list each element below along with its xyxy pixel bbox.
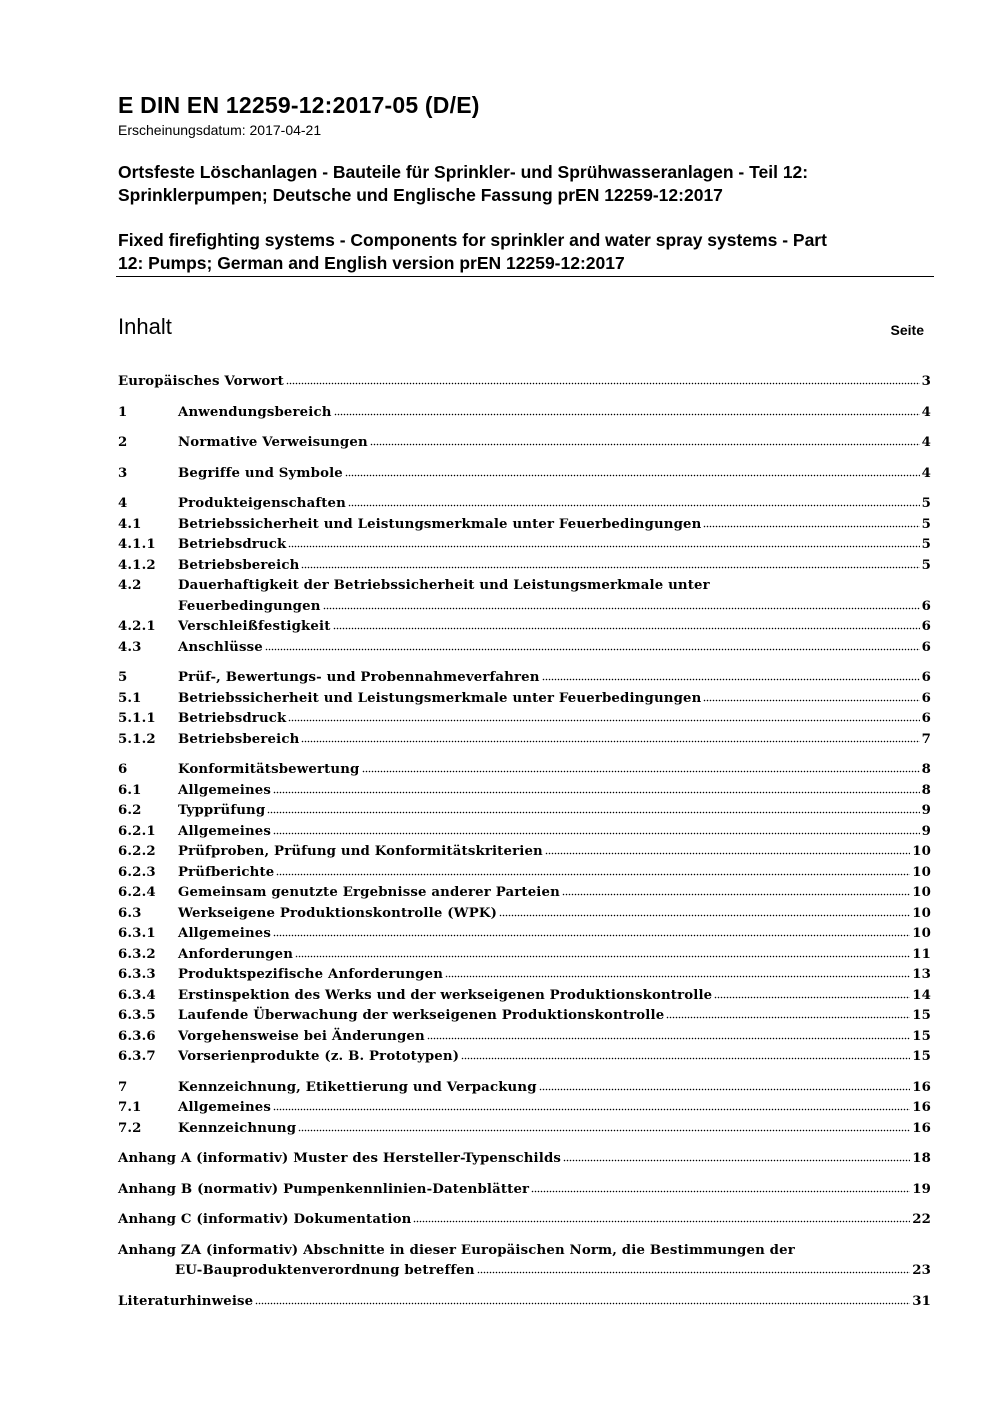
- toc-entry[interactable]: [118, 842, 931, 863]
- toc-entry-title: Anhang B (normativ) Pumpenkennlinien-Datenblätter: [118, 1181, 530, 1197]
- toc-entry[interactable]: [118, 1241, 931, 1262]
- title-english: [118, 229, 938, 275]
- toc-entry-number: 6: [118, 762, 128, 777]
- toc-entry-page: 16: [912, 1120, 931, 1136]
- toc-entry-page: 10: [912, 905, 931, 921]
- table-of-contents: [118, 372, 931, 1312]
- title-german-line1: Ortsfeste Löschanlagen - Bauteile für Sprinkler- und Sprühwasseranlagen - Teil 12:: [118, 162, 809, 182]
- toc-entry-title: Allgemeines: [178, 926, 272, 941]
- toc-leader-dots: [276, 864, 910, 876]
- toc-entry[interactable]: [118, 1006, 931, 1027]
- toc-entry-page: 5: [921, 537, 931, 552]
- toc-entry-title: Europäisches Vorwort: [118, 374, 284, 389]
- toc-entry[interactable]: [118, 668, 931, 689]
- toc-leader-dots: [413, 1211, 910, 1223]
- toc-leader-dots: [539, 1079, 911, 1091]
- toc-heading: Inhalt: [118, 314, 172, 339]
- toc-entry-title: Dauerhaftigkeit der Betriebssicherheit und Leistungsmerkmale unter: [178, 578, 710, 593]
- toc-entry-number: 5.1.1: [118, 711, 156, 726]
- toc-leader-dots: [333, 618, 920, 630]
- toc-entry[interactable]: [118, 494, 931, 515]
- toc-entry-title: Betriebsbereich: [178, 731, 300, 747]
- toc-entry-title: Vorserienprodukte (z. B. Prototypen): [178, 1049, 460, 1064]
- toc-entry-title: Betriebsbereich: [178, 557, 300, 573]
- toc-leader-dots: [370, 434, 920, 446]
- toc-entry-title: Prüfberichte: [178, 864, 275, 880]
- toc-entry-title: Allgemeines: [178, 1100, 272, 1115]
- toc-entry[interactable]: [118, 433, 931, 454]
- toc-entry-page: 10: [912, 844, 931, 859]
- toc-leader-dots: [288, 536, 919, 548]
- title-german: [118, 161, 938, 207]
- toc-entry-continuation[interactable]: [118, 597, 931, 618]
- toc-entry-continuation[interactable]: [118, 1261, 931, 1282]
- toc-entry-page: 4: [921, 465, 931, 481]
- toc-entry-title: Anschlüsse: [178, 639, 263, 655]
- toc-entry-number: 4.1.2: [118, 557, 156, 573]
- toc-entry-title: Laufende Überwachung der werkseigenen Produktionskontrolle: [178, 1008, 665, 1023]
- toc-leader-dots: [286, 373, 920, 385]
- toc-entry-page: 4: [921, 435, 931, 450]
- toc-leader-dots: [666, 1007, 910, 1019]
- toc-leader-dots: [542, 669, 920, 681]
- toc-entry-title: Anwendungsbereich: [178, 404, 332, 420]
- toc-entry-number: 6.2.4: [118, 885, 156, 900]
- toc-entry-page: 16: [912, 1100, 931, 1115]
- toc-entry[interactable]: [118, 709, 931, 730]
- toc-entry-page: 15: [912, 1028, 931, 1044]
- toc-entry-page: 10: [912, 885, 931, 900]
- toc-entry-page: 31: [912, 1293, 931, 1309]
- toc-entry-number: 4.2.1: [118, 619, 156, 634]
- toc-page-label: Seite: [890, 322, 924, 338]
- toc-entry-number: 6.1: [118, 782, 142, 798]
- toc-entry-title: Konformitätsbewertung: [178, 762, 360, 777]
- toc-entry[interactable]: [118, 730, 931, 751]
- toc-entry-title: Betriebsdruck: [178, 711, 287, 726]
- toc-entry-title: Anhang ZA (informativ) Abschnitte in dieser Europäischen Norm, die Bestimmungen der: [118, 1242, 795, 1258]
- toc-entry-title: Allgemeines: [178, 782, 272, 798]
- toc-entry[interactable]: [118, 464, 931, 485]
- toc-entry-page: 5: [921, 516, 931, 532]
- toc-leader-dots: [563, 1150, 910, 1162]
- toc-leader-dots: [714, 987, 910, 999]
- title-divider: [116, 276, 934, 277]
- toc-entry-page: 4: [921, 404, 931, 420]
- toc-entry-number: 6.3.1: [118, 926, 156, 941]
- toc-entry[interactable]: [118, 1098, 931, 1119]
- toc-entry-page: 15: [912, 1049, 931, 1064]
- toc-entry[interactable]: [118, 924, 931, 945]
- toc-leader-dots: [345, 465, 920, 477]
- title-english-line2: 12: Pumps; German and English version prEN 12259-12:2017: [118, 253, 625, 273]
- toc-entry-page: 13: [912, 967, 931, 982]
- toc-entry[interactable]: [118, 863, 931, 884]
- toc-entry-page: 9: [921, 823, 931, 839]
- toc-entry-number: 4.2: [118, 578, 142, 593]
- toc-entry-number: 5.1: [118, 690, 142, 706]
- toc-entry-title: Betriebsdruck: [178, 537, 287, 552]
- toc-entry-title: Gemeinsam genutzte Ergebnisse anderer Parteien: [178, 885, 560, 900]
- toc-entry-number: 4.3: [118, 639, 142, 655]
- toc-leader-dots: [499, 905, 910, 917]
- toc-entry-number: 6.3.2: [118, 946, 156, 962]
- toc-entry-number: 6.3.3: [118, 967, 156, 982]
- toc-entry-title: Kennzeichnung: [178, 1120, 297, 1136]
- toc-entry-title: Prüfproben, Prüfung und Konformitätskriterien: [178, 844, 543, 859]
- toc-entry-title: Anhang C (informativ) Dokumentation: [118, 1212, 412, 1227]
- toc-entry-title: Normative Verweisungen: [178, 435, 368, 450]
- toc-entry[interactable]: [118, 1149, 931, 1170]
- toc-entry[interactable]: [118, 689, 931, 710]
- toc-entry-page: 8: [921, 762, 931, 777]
- title-german-line2: Sprinklerpumpen; Deutsche und Englische Fassung prEN 12259-12:2017: [118, 185, 723, 205]
- toc-entry[interactable]: [118, 1047, 931, 1068]
- toc-entry-number: 5: [118, 670, 128, 685]
- toc-entry-title: Produktspezifische Anforderungen: [178, 967, 444, 982]
- toc-entry-page: 5: [921, 496, 931, 511]
- toc-entry[interactable]: [118, 1119, 931, 1140]
- toc-entry-page: 18: [912, 1151, 931, 1166]
- toc-entry-page: 16: [912, 1079, 931, 1095]
- toc-entry[interactable]: [118, 617, 931, 638]
- toc-entry-number: 6.2.2: [118, 844, 156, 859]
- toc-entry-page: 11: [912, 946, 931, 962]
- toc-leader-dots: [531, 1181, 910, 1193]
- toc-entry-title: Literaturhinweise: [118, 1293, 254, 1309]
- toc-entry-page: 6: [921, 598, 931, 614]
- toc-entry-page: 22: [912, 1212, 931, 1227]
- toc-entry-number: 6.2.3: [118, 864, 156, 880]
- toc-entry-number: 6.3: [118, 905, 142, 921]
- toc-entry-page: 15: [912, 1008, 931, 1023]
- toc-leader-dots: [298, 1120, 910, 1132]
- toc-entry-number: 7.2: [118, 1120, 142, 1136]
- toc-entry[interactable]: [118, 801, 931, 822]
- toc-entry-page: 10: [912, 926, 931, 941]
- toc-entry[interactable]: [118, 556, 931, 577]
- toc-entry-page: 5: [921, 557, 931, 573]
- toc-leader-dots: [427, 1028, 910, 1040]
- toc-entry[interactable]: [118, 760, 931, 781]
- toc-entry-title: Produkteigenschaften: [178, 496, 346, 511]
- toc-leader-dots: [301, 557, 919, 569]
- toc-entry-number: 6.3.5: [118, 1008, 156, 1023]
- toc-entry-number: 7: [118, 1079, 128, 1095]
- toc-leader-dots: [348, 495, 920, 507]
- toc-entry-number: 5.1.2: [118, 731, 156, 747]
- toc-entry-number: 3: [118, 465, 128, 481]
- toc-entry-number: 6.2: [118, 803, 142, 818]
- toc-entry-title: Werkseigene Produktionskontrolle (WPK): [178, 905, 498, 921]
- toc-entry-title: Betriebssicherheit und Leistungsmerkmale unter Feuerbedingungen: [178, 516, 702, 532]
- toc-leader-dots: [545, 843, 910, 855]
- toc-entry-title-cont: Feuerbedingungen: [178, 598, 321, 614]
- toc-leader-dots: [273, 823, 920, 835]
- toc-entry-page: 14: [912, 987, 931, 1003]
- toc-entry[interactable]: [118, 781, 931, 802]
- toc-entry[interactable]: [118, 1292, 931, 1313]
- toc-entry[interactable]: [118, 638, 931, 659]
- toc-entry-page: 6: [921, 639, 931, 655]
- toc-leader-dots: [273, 1099, 910, 1111]
- toc-leader-dots: [267, 802, 919, 814]
- toc-entry-title-cont: EU-Bauproduktenverordnung betreffen: [175, 1263, 475, 1278]
- toc-entry[interactable]: [118, 945, 931, 966]
- toc-entry-number: 4.1.1: [118, 537, 156, 552]
- toc-entry-number: 4.1: [118, 516, 142, 532]
- toc-leader-dots: [334, 404, 920, 416]
- toc-entry-page: 19: [912, 1181, 931, 1197]
- toc-entry[interactable]: [118, 986, 931, 1007]
- toc-entry-number: 6.3.7: [118, 1049, 156, 1064]
- toc-entry-page: 7: [921, 731, 931, 747]
- toc-leader-dots: [445, 966, 910, 978]
- toc-entry-page: 6: [921, 619, 931, 634]
- toc-entry-title: Begriffe und Symbole: [178, 465, 343, 481]
- toc-entry-page: 8: [921, 782, 931, 798]
- toc-leader-dots: [703, 690, 919, 702]
- toc-entry[interactable]: [118, 403, 931, 424]
- toc-entry-title: Vorgehensweise bei Änderungen: [178, 1028, 425, 1044]
- toc-entry-number: 2: [118, 435, 128, 450]
- toc-leader-dots: [562, 884, 910, 896]
- toc-entry-title: Erstinspektion des Werks und der werkseigenen Produktionskontrolle: [178, 987, 713, 1003]
- title-english-line1: Fixed firefighting systems - Components for sprinkler and water spray systems - Part: [118, 230, 827, 250]
- toc-entry-number: 4: [118, 496, 128, 511]
- toc-entry[interactable]: [118, 883, 931, 904]
- toc-leader-dots: [288, 710, 919, 722]
- toc-leader-dots: [323, 598, 920, 610]
- toc-entry-title: Typprüfung: [178, 803, 266, 818]
- toc-entry[interactable]: [118, 535, 931, 556]
- document-id: E DIN EN 12259-12:2017-05 (D/E): [118, 92, 480, 118]
- toc-entry-page: 9: [921, 803, 931, 818]
- toc-leader-dots: [295, 946, 910, 958]
- toc-entry[interactable]: [118, 965, 931, 986]
- toc-entry-page: 6: [921, 690, 931, 706]
- toc-leader-dots: [477, 1262, 911, 1274]
- toc-entry-page: 6: [921, 711, 931, 726]
- toc-entry-page: 3: [921, 374, 931, 389]
- toc-entry[interactable]: [118, 1078, 931, 1099]
- toc-leader-dots: [301, 731, 919, 743]
- toc-entry-title: Allgemeines: [178, 823, 272, 839]
- publication-date: Erscheinungsdatum: 2017-04-21: [118, 122, 322, 138]
- toc-entry-title: Anforderungen: [178, 946, 294, 962]
- toc-entry[interactable]: [118, 822, 931, 843]
- toc-entry-page: 10: [912, 864, 931, 880]
- toc-leader-dots: [255, 1293, 910, 1305]
- toc-entry-title: Betriebssicherheit und Leistungsmerkmale unter Feuerbedingungen: [178, 690, 702, 706]
- toc-entry-title: Prüf-, Bewertungs- und Probennahmeverfahren: [178, 670, 540, 685]
- toc-entry-number: 6.2.1: [118, 823, 156, 839]
- toc-entry[interactable]: [118, 372, 931, 393]
- toc-entry[interactable]: [118, 576, 931, 597]
- toc-entry-page: 23: [912, 1263, 931, 1278]
- toc-leader-dots: [362, 761, 920, 773]
- toc-leader-dots: [703, 516, 919, 528]
- toc-entry-number: 6.3.4: [118, 987, 156, 1003]
- toc-entry-number: 1: [118, 404, 128, 420]
- toc-entry-title: Verschleißfestigkeit: [178, 619, 331, 634]
- toc-entry-number: 6.3.6: [118, 1028, 156, 1044]
- toc-leader-dots: [461, 1048, 910, 1060]
- toc-entry-page: 6: [921, 670, 931, 685]
- toc-entry-title: Anhang A (informativ) Muster des Hersteller-Typenschilds: [118, 1151, 562, 1166]
- toc-entry-title: Kennzeichnung, Etikettierung und Verpackung: [178, 1079, 537, 1095]
- toc-entry-number: 7.1: [118, 1100, 142, 1115]
- toc-entry[interactable]: [118, 1180, 931, 1201]
- toc-leader-dots: [265, 639, 920, 651]
- toc-entry[interactable]: [118, 1027, 931, 1048]
- toc-entry[interactable]: [118, 904, 931, 925]
- toc-leader-dots: [273, 925, 910, 937]
- toc-leader-dots: [273, 782, 920, 794]
- toc-entry[interactable]: [118, 1210, 931, 1231]
- toc-entry[interactable]: [118, 515, 931, 536]
